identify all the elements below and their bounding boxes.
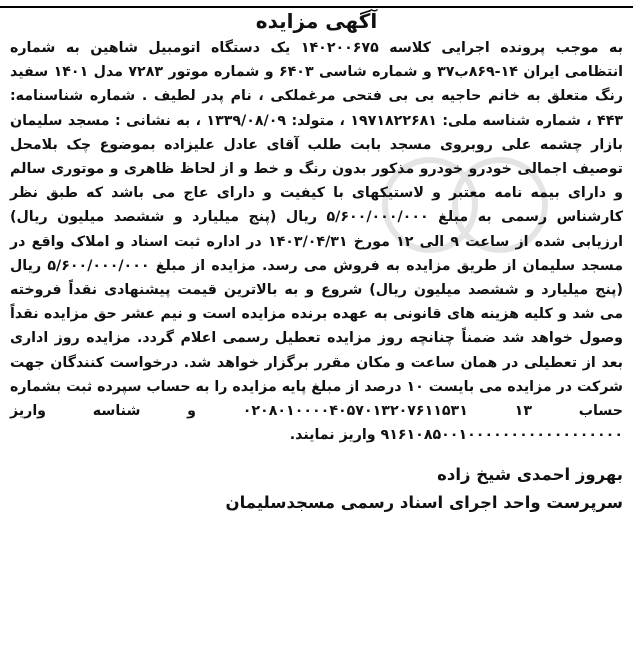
signature-title: سرپرست واحد اجرای اسناد رسمی مسجدسلیمان [225, 493, 623, 513]
notice-body: به موجب پرونده اجرایی کلاسه ۱۴۰۲۰۰۶۷۵ یک دستگاه اتومبیل شاهین به شماره انتظامی ایران ۱۴-۸۶۹ب۳۷ و شماره شاسی ۶۴۰۳ و شماره موتور ۷۲۸۳ مدل ۱۴۰۱ سفید رنگ متعلق به خانم حاجیه بی بی فتحی مرغملکی ، نام پدر لطیف . شماره شناسنامه: ۴۴۳ ، شماره شناسه ملی: ۱۹۷۱۸۲۲۶۸۱ ، متولد: ۱۳۳۹/۰۸/۰۹ ، به نشانی : مسجد سلیمان بازار چشمه علی روبروی مسجد بابت طلب آقای عادل علیزاده بموضوع چک بلامحل توصیف اجمالی خودرو خودرو مذکور بدون رنگ و خط و از لحاظ ظاهری و موتوری سالم و دارای بیمه نامه معتبر و لاستیکهای با کیفیت و دارای عاج می باشد که طبق نظر کارشناس رسمی به مبلغ ۵/۶۰۰/۰۰۰/۰۰۰ ریال (پنج میلیارد و ششصد میلیون ریال) ارزیابی شده از ساعت ۹ الی ۱۲ مورخ ۱۴۰۳/۰۴/۳۱ در اداره ثبت اسناد و املاک واقع در مسجد سلیمان از طریق مزایده به فروش می رسد. مزایده از مبلغ ۵/۶۰۰/۰۰۰/۰۰۰ ریال (پنج میلیارد و ششصد میلیون ریال) شروع و به بالاترین قیمت پیشنهادی نقداً فروخته می شد و کلیه هزینه های قانونی به عهده برنده مزایده است و نیم عشر حق مزایده نقداً وصول خواهد شد ضمناً چنانچه روز مزایده تعطیل رسمی اعلام گردد. مزایده روز اداری بعد از تعطیلی در همان ساعت و مکان مقرر برگزار خواهد شد. درخواست کنندگان جهت شرکت در مزایده می بایست ۱۰ درصد از مبلغ پایه مزایده را به حساب سپرده ثبت بشماره حساب ۱۳ ۰۲۰۸۰۱۰۰۰۰۴۰۵۷۰۱۳۲۰۷۶۱۱۵۳۱ و شناسه واریز ۹۱۶۱۰۸۵۰۰۱۰۰۰۰۰۰۰۰۰۰۰۰۰۰۰۰۰۰ واریز نمایند. [10, 40, 624, 444]
signature-block [10, 461, 623, 517]
notice-title: آگهی مزایده [255, 9, 378, 33]
auction-notice [10, 8, 623, 643]
signature-name: بهروز احمدی شیخ زاده [437, 465, 623, 485]
top-border-rule [0, 0, 633, 8]
